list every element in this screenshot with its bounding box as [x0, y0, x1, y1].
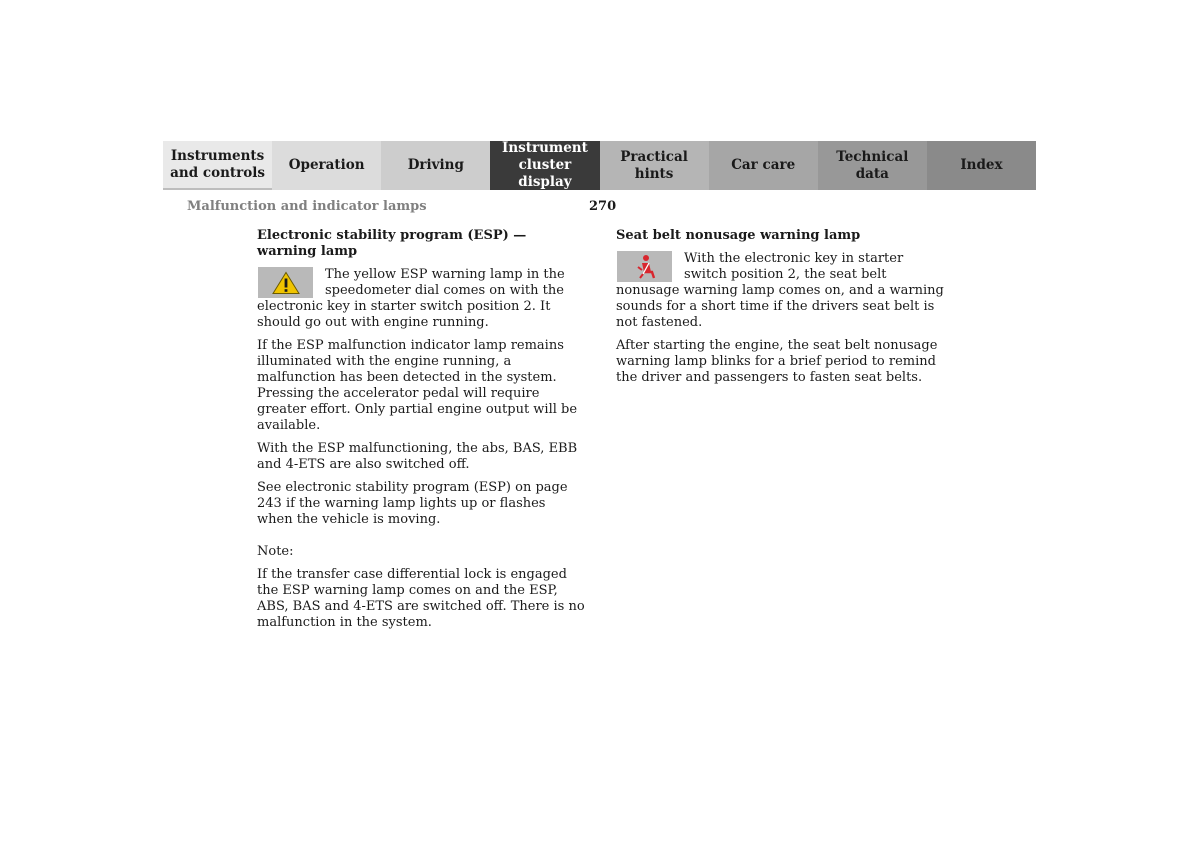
seat-belt-paragraph: After starting the engine, the seat belt nonusage warning lamp blinks for a brief period to remind the driver and passengers to fasten seat belts.: [616, 338, 938, 385]
esp-paragraph: If the ESP malfunction indicator lamp remains illuminated with the engine running, a malfunction has been detected in the system. Pressing the accelerator pedal will require greater effort. Only partial engine output will be available.: [257, 338, 578, 433]
esp-warning-section: [257, 228, 585, 638]
page-number: 270: [589, 199, 617, 214]
esp-heading: Electronic stability program (ESP) — warning lamp: [257, 228, 527, 259]
seat-belt-intro-text: With the electronic key in starter switch position 2, the seat belt nonusage warning lamp comes on, and a warning sounds for a short time if the drivers seat belt is not fastened.: [616, 251, 944, 330]
seat-belt-icon: [617, 251, 672, 282]
section-title: Malfunction and indicator lamps: [187, 199, 427, 214]
tab-instrument-cluster-display[interactable]: Instrument cluster display: [490, 141, 599, 190]
tab-technical-data[interactable]: Technical data: [818, 141, 927, 190]
tab-instruments-and-controls[interactable]: Instruments and controls: [163, 141, 272, 190]
seat-belt-intro-paragraph: [616, 251, 944, 331]
tab-practical-hints[interactable]: Practical hints: [600, 141, 709, 190]
esp-intro-text: The yellow ESP warning lamp in the speedometer dial comes on with the electronic key in starter switch position 2. It should go out with engine running.: [257, 267, 565, 330]
tab-driving[interactable]: Driving: [381, 141, 490, 190]
seat-belt-warning-section: [616, 228, 944, 393]
tab-car-care[interactable]: Car care: [709, 141, 818, 190]
esp-intro-paragraph: [257, 267, 585, 331]
tab-operation[interactable]: Operation: [272, 141, 381, 190]
seat-belt-heading: Seat belt nonusage warning lamp: [616, 228, 861, 243]
tab-index[interactable]: Index: [927, 141, 1036, 190]
note-text: If the transfer case differential lock is engaged the ESP warning lamp comes on and the ESP, ABS, BAS and 4-ETS are switched off. There is no malfunction in the system.: [257, 567, 585, 630]
esp-paragraph: With the ESP malfunctioning, the abs, BAS, EBB and 4-ETS are also switched off.: [257, 441, 578, 472]
chapter-nav: [163, 141, 1036, 190]
esp-paragraph: See electronic stability program (ESP) on page 243 if the warning lamp lights up or flashes when the vehicle is moving.: [257, 480, 568, 527]
warning-triangle-icon: [258, 267, 313, 298]
note-label: Note:: [257, 544, 294, 559]
